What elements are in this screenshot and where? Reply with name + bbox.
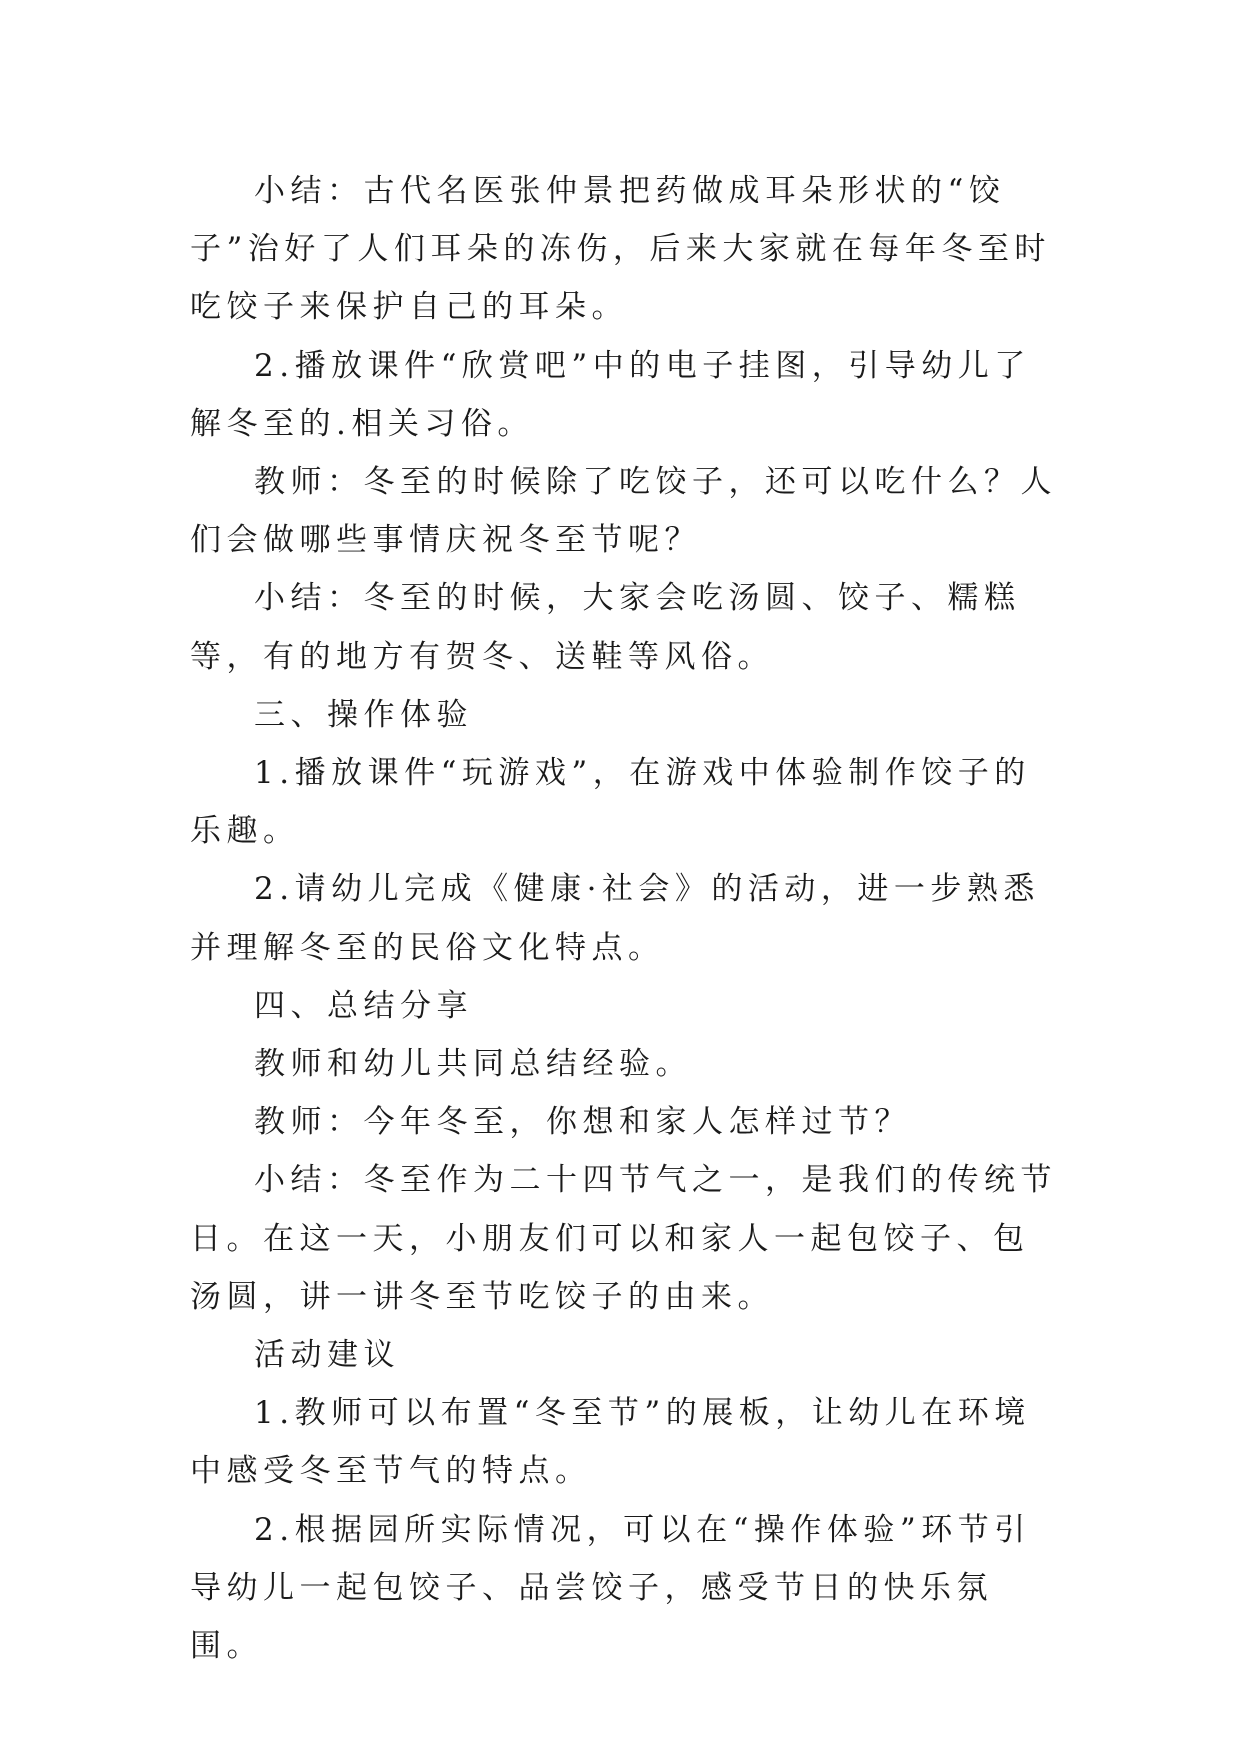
paragraph-summarize-experience: 教师和幼儿共同总结经验。 <box>254 1046 692 1083</box>
paragraph-suggestion-2: 2.根据园所实际情况，可以在“操作体验”环节引导幼儿一起包饺子、品尝饺子，感受节日的快乐氛围。 <box>190 1511 1031 1665</box>
paragraph-teacher-question-foods: 教师：冬至的时候除了吃饺子，还可以吃什么？人们会做哪些事情庆祝冬至节呢？ <box>190 464 1057 559</box>
paragraph-step-2-complete-activity: 2.请幼儿完成《健康·社会》的活动，进一步熟悉并理解冬至的民俗文化特点。 <box>190 871 1040 966</box>
section-heading-hands-on: 三、操作体验 <box>254 696 473 733</box>
paragraph-suggestion-1: 1.教师可以布置“冬至节”的展板，让幼儿在环境中感受冬至节气的特点。 <box>190 1395 1031 1490</box>
section-heading-activity-suggestions: 活动建议 <box>254 1337 400 1374</box>
paragraph-summary-zhang-zhongjing: 小结：古代名医张仲景把药做成耳朵形状的“饺子”治好了人们耳朵的冻伤，后来大家就在每年冬至时吃饺子来保护自己的耳朵。 <box>190 173 1051 326</box>
paragraph-teacher-question-celebrate: 教师：今年冬至，你想和家人怎样过节？ <box>254 1104 911 1141</box>
paragraph-step-2-play-courseware: 2.播放课件“欣赏吧”中的电子挂图，引导幼儿了解冬至的.相关习俗。 <box>190 347 1031 442</box>
paragraph-summary-solar-term: 小结：冬至作为二十四节气之一，是我们的传统节日。在这一天，小朋友们可以和家人一起包饺子、包汤圆，讲一讲冬至节吃饺子的由来。 <box>190 1162 1057 1315</box>
document-body <box>190 162 1060 1675</box>
paragraph-step-1-play-game: 1.播放课件“玩游戏”，在游戏中体验制作饺子的乐趣。 <box>190 755 1031 850</box>
section-heading-summary-sharing: 四、总结分享 <box>254 987 473 1024</box>
paragraph-summary-customs: 小结：冬至的时候，大家会吃汤圆、饺子、糯糕等，有的地方有贺冬、送鞋等风俗。 <box>190 580 1021 675</box>
